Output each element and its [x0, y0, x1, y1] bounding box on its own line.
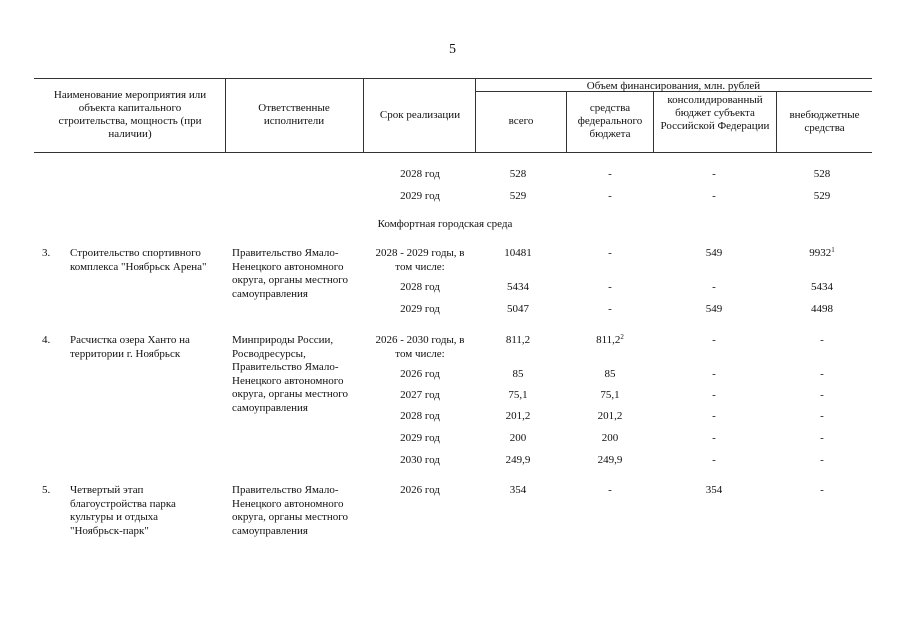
- col-divider-4: [566, 91, 567, 152]
- extra: -: [820, 454, 824, 466]
- total: 528: [509, 168, 527, 180]
- regional: -: [712, 168, 716, 180]
- federal: -: [608, 281, 612, 293]
- period: 2028 год: [400, 410, 440, 422]
- total: 201,2: [505, 410, 531, 422]
- extra: -: [820, 432, 824, 444]
- extra: 5434: [811, 281, 833, 293]
- extra: [792, 247, 852, 261]
- col-divider-2: [363, 78, 364, 152]
- header-financing: Объем финансирования, млн. рублей: [586, 80, 761, 92]
- table-top-border: [34, 78, 872, 79]
- total: 75,1: [508, 389, 528, 401]
- federal: -: [608, 484, 612, 496]
- period: 2028 год: [400, 168, 440, 180]
- extra: -: [820, 389, 824, 401]
- regional: -: [712, 454, 716, 466]
- item-responsible: Правительство Ямало-Ненецкого автономного округа, органы местного самоуправления: [232, 247, 348, 300]
- section-title: Комфортная городская среда: [377, 218, 513, 230]
- item-responsible: Правительство Ямало-Ненецкого автономного округа, органы местного самоуправления: [232, 484, 348, 537]
- header-federal: средства федерального бюджета: [577, 102, 643, 140]
- total: 249,9: [505, 454, 531, 466]
- header-bottom-border: [34, 152, 872, 153]
- period: 2026 год: [400, 484, 440, 496]
- total: 5047: [507, 303, 529, 315]
- item-name: Четвертый этап благоустройства парка культуры и отдыха "Ноябрьск-парк": [70, 484, 176, 537]
- federal-value: 811,2: [596, 334, 621, 346]
- item-number: 3.: [42, 247, 51, 259]
- federal: 201,2: [597, 410, 623, 422]
- regional: -: [712, 334, 716, 346]
- total: 85: [512, 368, 524, 380]
- federal: 85: [604, 368, 616, 380]
- federal: -: [608, 247, 612, 259]
- header-total: всего: [508, 115, 534, 127]
- total: 529: [509, 190, 527, 202]
- federal: 249,9: [597, 454, 623, 466]
- period: 2029 год: [400, 303, 440, 315]
- federal: 75,1: [600, 389, 620, 401]
- period: 2026 - 2030 годы, в том числе:: [375, 334, 465, 360]
- col-divider-1: [225, 78, 226, 152]
- header-regional: консолидированный бюджет субъекта Российской Федерации: [660, 94, 770, 132]
- regional: -: [712, 190, 716, 202]
- item-name: Расчистка озера Ханто на территории г. Ноябрьск: [70, 334, 190, 360]
- federal: -: [608, 168, 612, 180]
- extra-value: 9932: [809, 247, 832, 259]
- regional: 549: [705, 303, 723, 315]
- header-responsible: Ответственные исполнители: [258, 102, 330, 127]
- period: 2029 год: [400, 432, 440, 444]
- period: 2029 год: [400, 190, 440, 202]
- extra: -: [820, 410, 824, 422]
- item-number: 4.: [42, 334, 51, 346]
- item-name: Строительство спортивного комплекса "Ноябрьск Арена": [70, 247, 207, 273]
- extra: 4498: [811, 303, 833, 315]
- col-divider-5: [653, 91, 654, 152]
- page-number: 5: [449, 42, 456, 57]
- period: 2026 год: [400, 368, 440, 380]
- header-period: Срок реализации: [379, 109, 461, 121]
- period: 2028 - 2029 годы, в том числе:: [375, 247, 465, 273]
- header-name: Наименование мероприятия или объекта капитального строительства, мощность (при наличии): [53, 89, 207, 140]
- footnote-marker: 1: [831, 246, 835, 254]
- total: 10481: [504, 247, 532, 259]
- total: 354: [509, 484, 527, 496]
- regional: -: [712, 368, 716, 380]
- total: 811,2: [505, 334, 531, 346]
- regional: -: [712, 389, 716, 401]
- regional: 549: [705, 247, 723, 259]
- extra: -: [820, 334, 824, 346]
- period: 2028 год: [400, 281, 440, 293]
- extra: -: [820, 484, 824, 496]
- regional: -: [712, 281, 716, 293]
- item-number: 5.: [42, 484, 51, 496]
- item-responsible: Минприроды России, Росводресурсы, Правительство Ямало-Ненецкого автономного округа, органы местного самоуправления: [232, 334, 348, 414]
- extra: 528: [813, 168, 831, 180]
- total: 200: [509, 432, 527, 444]
- total: 5434: [507, 281, 529, 293]
- regional: -: [712, 432, 716, 444]
- period: 2027 год: [400, 389, 440, 401]
- federal: 200: [601, 432, 619, 444]
- header-extra: внебюджетные средства: [789, 109, 860, 134]
- extra: -: [820, 368, 824, 380]
- federal: -: [608, 190, 612, 202]
- footnote-marker: 2: [620, 333, 624, 341]
- regional: 354: [705, 484, 723, 496]
- extra: 529: [813, 190, 831, 202]
- regional: -: [712, 410, 716, 422]
- federal: [576, 334, 644, 348]
- federal: -: [608, 303, 612, 315]
- col-divider-6: [776, 91, 777, 152]
- period: 2030 год: [400, 454, 440, 466]
